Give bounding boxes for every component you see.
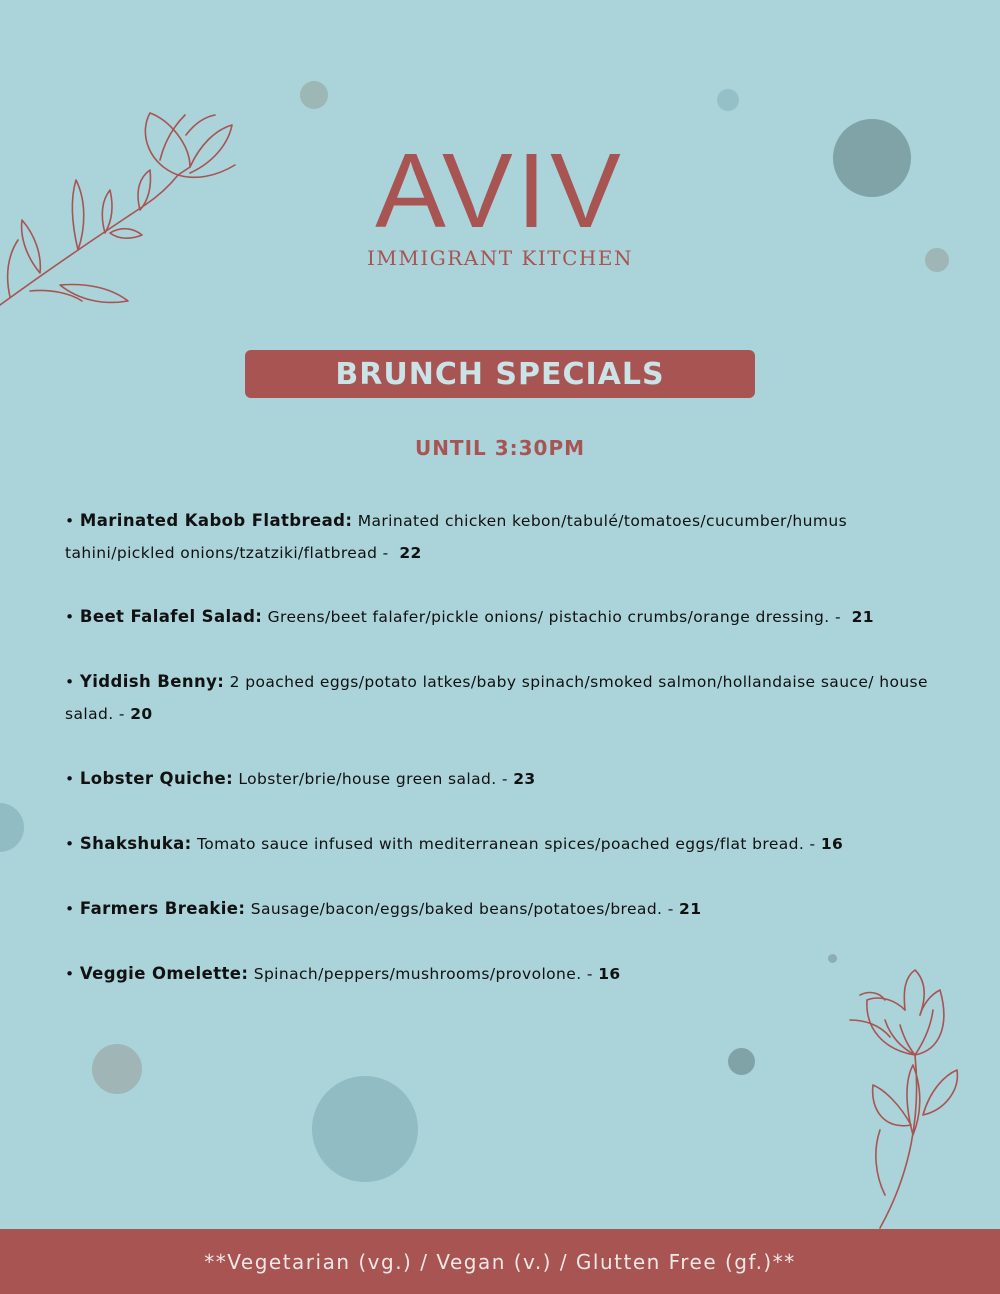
menu-item-description: 2 poached eggs/potato latkes/baby spinach/smoked salmon/hollandaise sauce/ house salad. - (65, 673, 928, 723)
decor-circle (0, 803, 24, 852)
section-title: BRUNCH SPECIALS (335, 356, 665, 392)
dietary-legend: **Vegetarian (vg.) / Vegan (v.) / Glutten Free (gf.)** (204, 1249, 796, 1274)
dietary-legend-footer (0, 1229, 1000, 1294)
menu-item-name: Lobster Quiche: (79, 769, 234, 788)
menu-item-price: 16 (820, 835, 844, 853)
menu-item-price: 23 (513, 770, 536, 788)
menu-item-price: 20 (130, 705, 153, 723)
menu-item: • Veggie Omelette: Spinach/peppers/mushrooms/provolone. - 16 (65, 964, 621, 983)
menu-item-price: 22 (399, 544, 422, 562)
menu-item-name: Yiddish Benny: (79, 672, 225, 691)
menu-item-price: 21 (679, 900, 702, 918)
menu-item-description: Tomato sauce infused with mediterranean spices/poached eggs/flat bread. - (196, 835, 816, 853)
menu-item: • Beet Falafel Salad: Greens/beet falafer/pickle onions/ pistachio crumbs/orange dressing. - 21 (65, 607, 874, 626)
menu-item-name: Beet Falafel Salad: (79, 607, 263, 626)
decor-circle (92, 1044, 142, 1094)
menu-item-description: Spinach/peppers/mushrooms/provolone. - (253, 965, 593, 983)
decor-circle (300, 81, 328, 109)
menu-item-name: Marinated Kabob Flatbread: (79, 511, 353, 530)
menu-item: • Farmers Breakie: Sausage/bacon/eggs/baked beans/potatoes/bread. - 21 (65, 899, 702, 918)
menu-item-price: 16 (598, 965, 621, 983)
menu-item-description: Sausage/bacon/eggs/baked beans/potatoes/bread. - (250, 900, 674, 918)
section-title-banner (245, 350, 755, 398)
tulip-illustration (845, 965, 965, 1230)
menu-item: • Yiddish Benny: 2 poached eggs/potato latkes/baby spinach/smoked salmon/hollandaise sauce/ house salad. - 20 (65, 672, 928, 723)
decor-circle (717, 89, 739, 111)
decor-circle (728, 1048, 755, 1075)
menu-list (65, 505, 945, 990)
service-hours: UNTIL 3:30PM (414, 436, 586, 460)
menu-item-name: Shakshuka: (79, 834, 192, 853)
menu-item: • Shakshuka: Tomato sauce infused with mediterranean spices/poached eggs/flat bread. - 16 (65, 834, 844, 853)
menu-item-price: 21 (851, 608, 874, 626)
menu-item-description: Lobster/brie/house green salad. - (238, 770, 508, 788)
decor-circle (312, 1076, 418, 1182)
menu-item-name: Farmers Breakie: (79, 899, 246, 918)
menu-item: • Marinated Kabob Flatbread: Marinated chicken kebon/tabulé/tomatoes/cucumber/humus tahini/pickled onions/tzatziki/flatbread - 22 (65, 511, 848, 562)
menu-item-description: Greens/beet falafer/pickle onions/ pistachio crumbs/orange dressing. - (267, 608, 841, 626)
brand-logo: AVIV (375, 132, 625, 250)
brand-tagline: IMMIGRANT KITCHEN (367, 246, 633, 270)
menu-item: • Lobster Quiche: Lobster/brie/house green salad. - 23 (65, 769, 536, 788)
menu-item-name: Veggie Omelette: (79, 964, 249, 983)
menu-item-description: Marinated chicken kebon/tabulé/tomatoes/cucumber/humus tahini/pickled onions/tzatziki/flatbread - (65, 512, 848, 562)
